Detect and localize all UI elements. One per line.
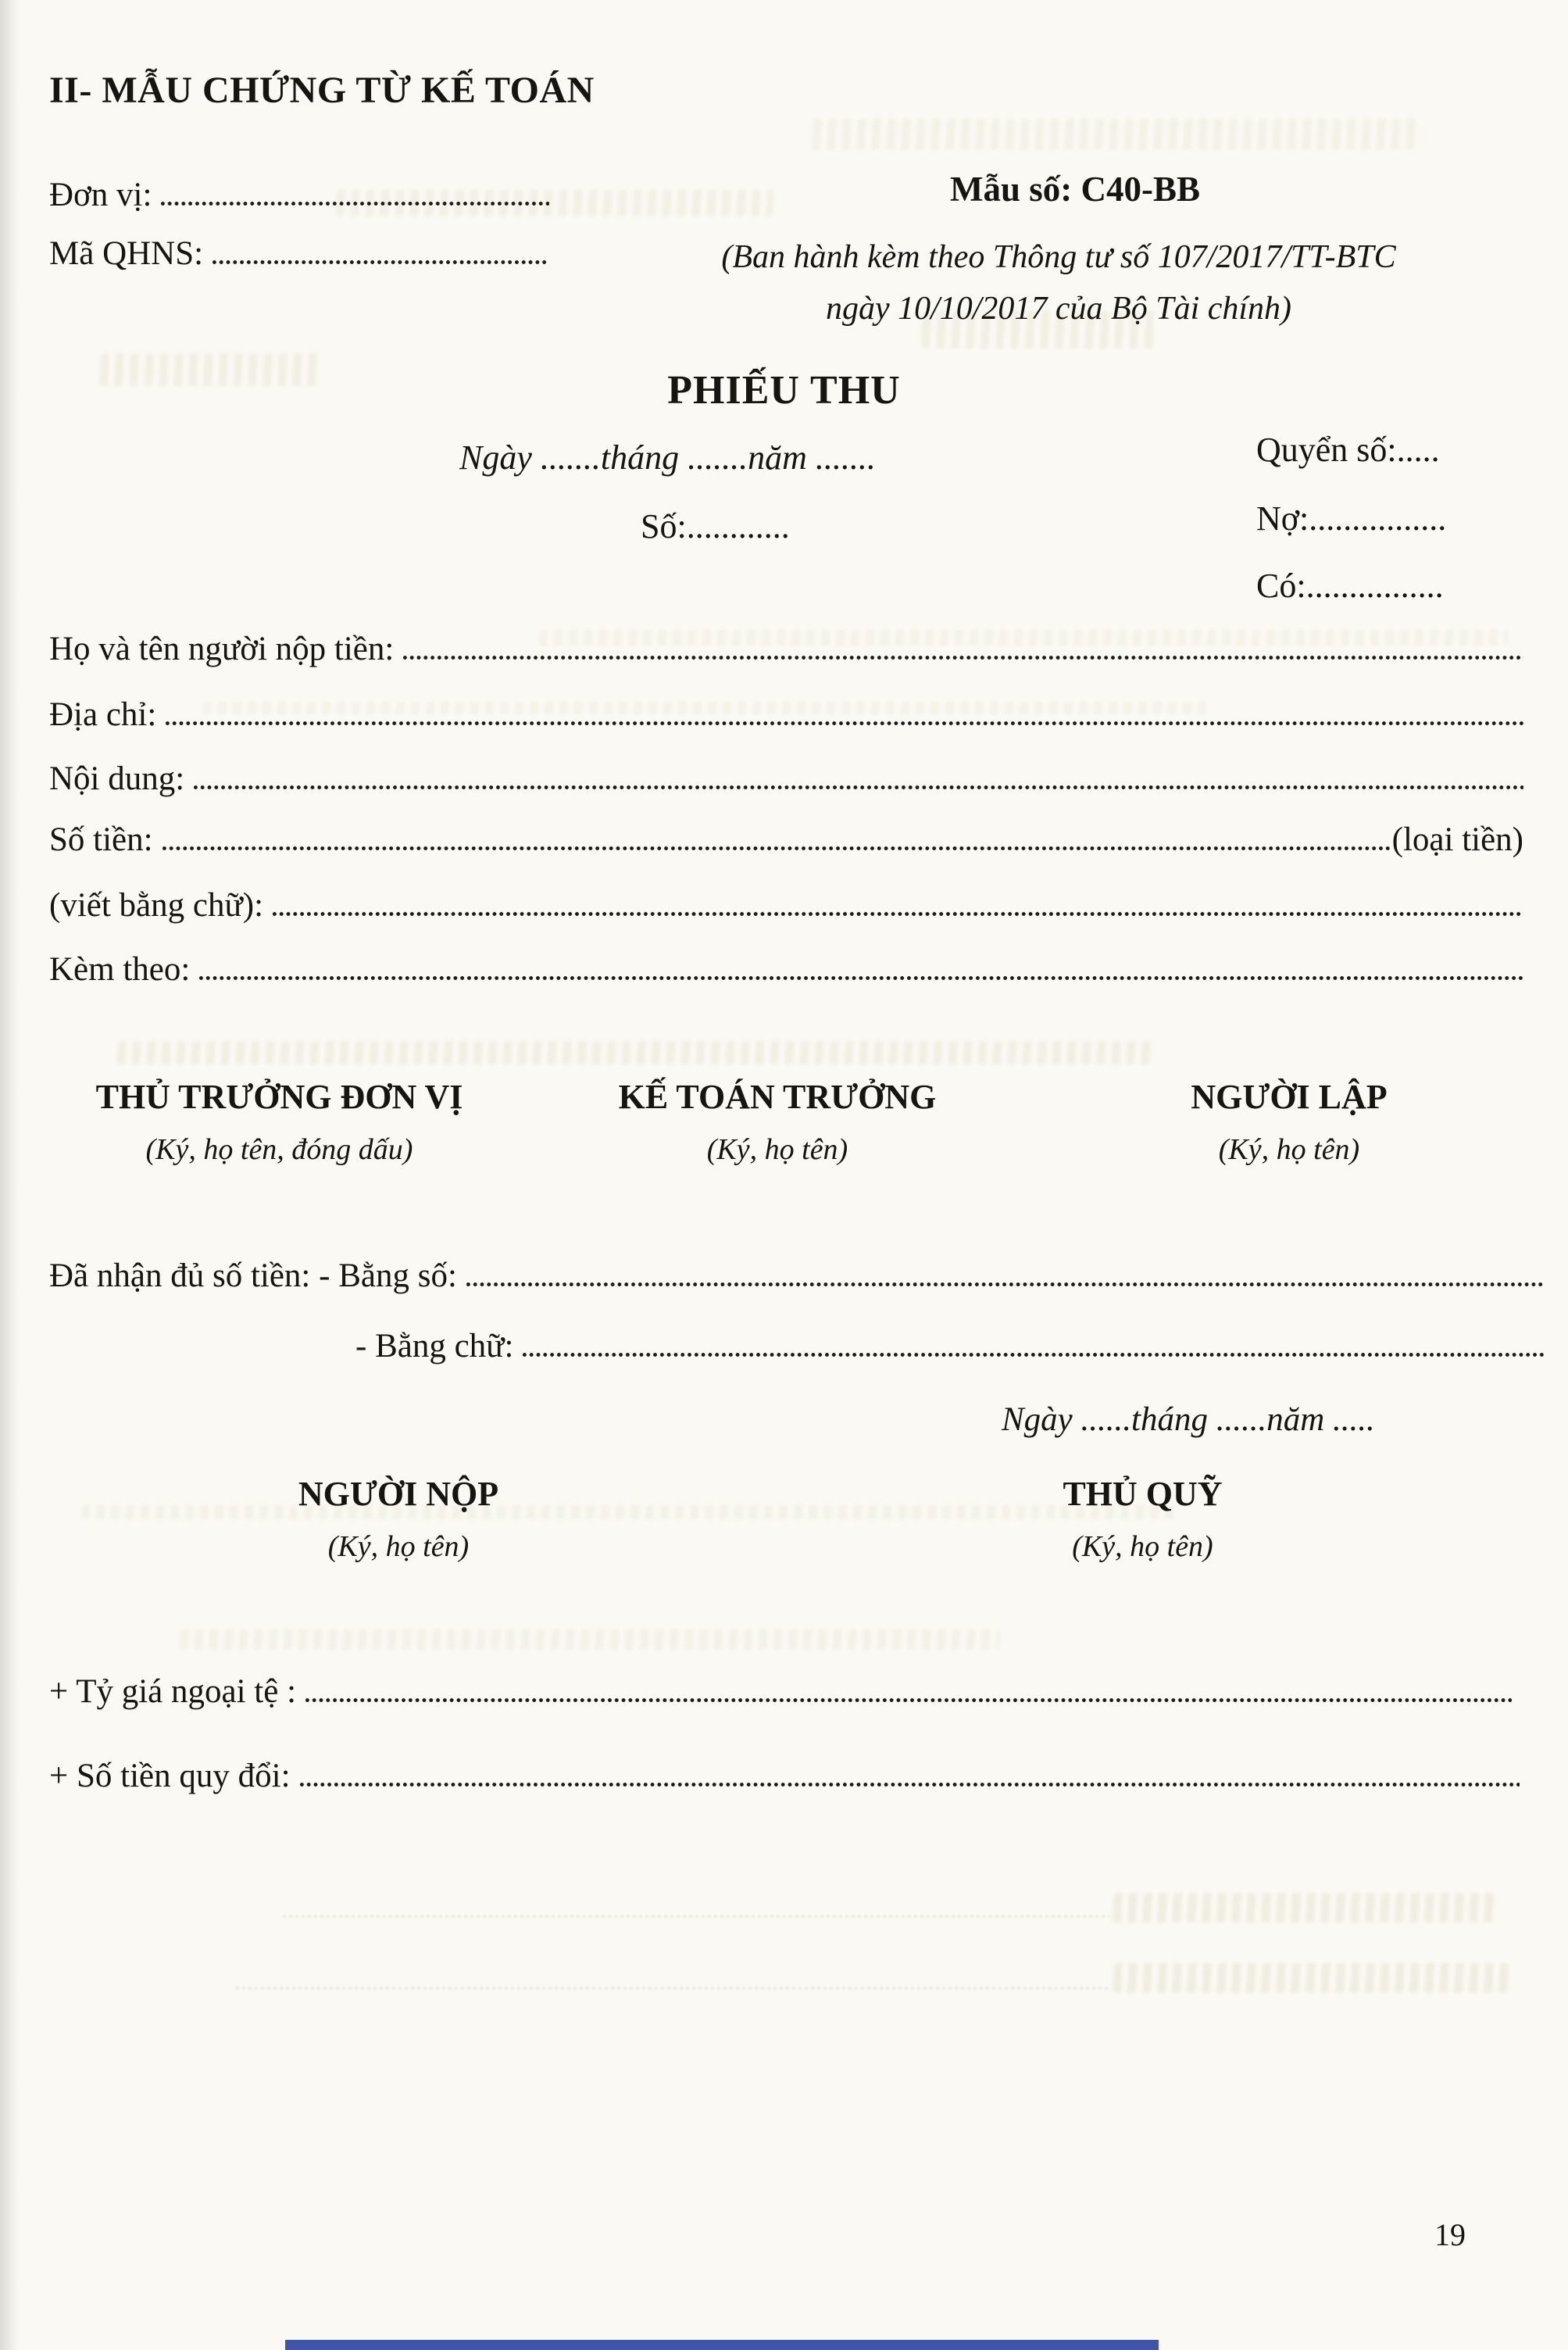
content-label: Nội dung:	[49, 760, 185, 797]
converted-amount-label: + Số tiền quy đổi:	[49, 1758, 291, 1794]
amount-in-words-fill-line	[271, 909, 1523, 919]
cashier-sign-title: THỦ QUỸ	[1063, 1475, 1223, 1513]
qhns-row	[49, 234, 549, 273]
received-in-figures-row	[49, 1257, 1545, 1295]
amount-row	[49, 821, 1523, 859]
address-row	[49, 696, 1523, 734]
signature-block-preparer	[1086, 1077, 1492, 1167]
exchange-rate-row	[49, 1672, 1512, 1711]
ghost-bleed	[812, 119, 1423, 150]
issuance-note-line1: (Ban hành kèm theo Thông tư số 107/2017/TT-BTC	[721, 239, 1396, 275]
payer-name-row	[49, 630, 1523, 668]
signature-block-chief-accountant	[574, 1077, 980, 1167]
debit-account: Nợ:................	[1256, 499, 1447, 538]
address-fill-line	[164, 718, 1523, 728]
received-in-figures-fill-line	[465, 1279, 1545, 1289]
cashier-sign-note: (Ký, họ tên)	[1072, 1530, 1213, 1563]
ghost-bleed	[1113, 1963, 1509, 1993]
content-row	[49, 760, 1523, 798]
attachment-fill-line	[198, 973, 1523, 983]
content-fill-line	[192, 782, 1523, 792]
attachment-label: Kèm theo:	[49, 951, 191, 988]
voucher-number: Số:............	[641, 507, 790, 545]
unit-label: Đơn vị:	[49, 177, 152, 213]
qhns-fill-line	[211, 257, 549, 267]
received-in-words-fill-line	[521, 1350, 1545, 1360]
amount-in-words-label: (viết bằng chữ):	[49, 887, 264, 924]
signature-block-payer	[188, 1474, 609, 1564]
currency-type-label: (loại tiền)	[1391, 821, 1523, 858]
page-number: 19	[1434, 2217, 1466, 2252]
unit-head-title: THỦ TRƯỞNG ĐƠN VỊ	[95, 1078, 463, 1116]
ghost-bleed	[179, 1629, 1000, 1650]
payer-sign-title: NGƯỜI NỘP	[298, 1475, 499, 1513]
unit-row	[49, 176, 549, 214]
exchange-rate-label: + Tỷ giá ngoại tệ :	[49, 1673, 297, 1710]
address-label: Địa chỉ:	[49, 696, 157, 733]
chief-accountant-title: KẾ TOÁN TRƯỞNG	[618, 1078, 937, 1116]
signature-block-cashier	[930, 1474, 1355, 1564]
received-in-words-label: - Bằng chữ:	[355, 1328, 514, 1365]
unit-head-note: (Ký, họ tên, đóng dấu)	[145, 1133, 413, 1166]
chief-accountant-note: (Ký, họ tên)	[706, 1133, 848, 1166]
converted-amount-fill-line	[298, 1779, 1520, 1790]
qhns-label: Mã QHNS:	[49, 235, 204, 272]
amount-in-words-row	[49, 886, 1523, 925]
scan-edge-shadow	[0, 0, 19, 2350]
attachment-row	[49, 950, 1523, 989]
issuance-note	[594, 231, 1523, 334]
exchange-rate-fill-line	[304, 1695, 1512, 1705]
signature-block-unit-head	[66, 1077, 492, 1167]
bottom-date-line: Ngày ......tháng ......năm .....	[1002, 1401, 1375, 1438]
converted-amount-row	[49, 1757, 1520, 1795]
bottom-blue-bar	[285, 2340, 1159, 2350]
ghost-bleed	[281, 1913, 1109, 1919]
payer-name-label: Họ và tên người nộp tiền:	[49, 631, 395, 667]
payer-name-fill-line	[402, 653, 1523, 663]
ghost-bleed	[116, 1041, 1157, 1064]
book-number: Quyển số:.....	[1256, 431, 1440, 469]
form-number: Mẫu số: C40-BB	[950, 170, 1201, 209]
received-in-figures-label: Đã nhận đủ số tiền: - Bằng số:	[49, 1257, 457, 1294]
payer-sign-note: (Ký, họ tên)	[327, 1530, 470, 1563]
issuance-note-line2: ngày 10/10/2017 của Bộ Tài chính)	[825, 291, 1292, 327]
date-line: Ngày .......tháng .......năm .......	[459, 438, 876, 477]
ghost-bleed	[1113, 1893, 1497, 1923]
received-in-words-row	[355, 1327, 1545, 1365]
amount-label: Số tiền:	[49, 821, 153, 858]
preparer-title: NGƯỜI LẬP	[1191, 1078, 1388, 1116]
document-title: PHIẾU THU	[667, 368, 901, 413]
credit-account: Có:................	[1256, 567, 1444, 605]
unit-fill-line	[159, 199, 549, 209]
section-title: II- MẪU CHỨNG TỪ KẾ TOÁN	[49, 70, 595, 111]
ghost-bleed	[234, 1985, 1109, 1991]
preparer-note: (Ký, họ tên)	[1218, 1133, 1360, 1166]
amount-fill-line	[161, 843, 1392, 853]
